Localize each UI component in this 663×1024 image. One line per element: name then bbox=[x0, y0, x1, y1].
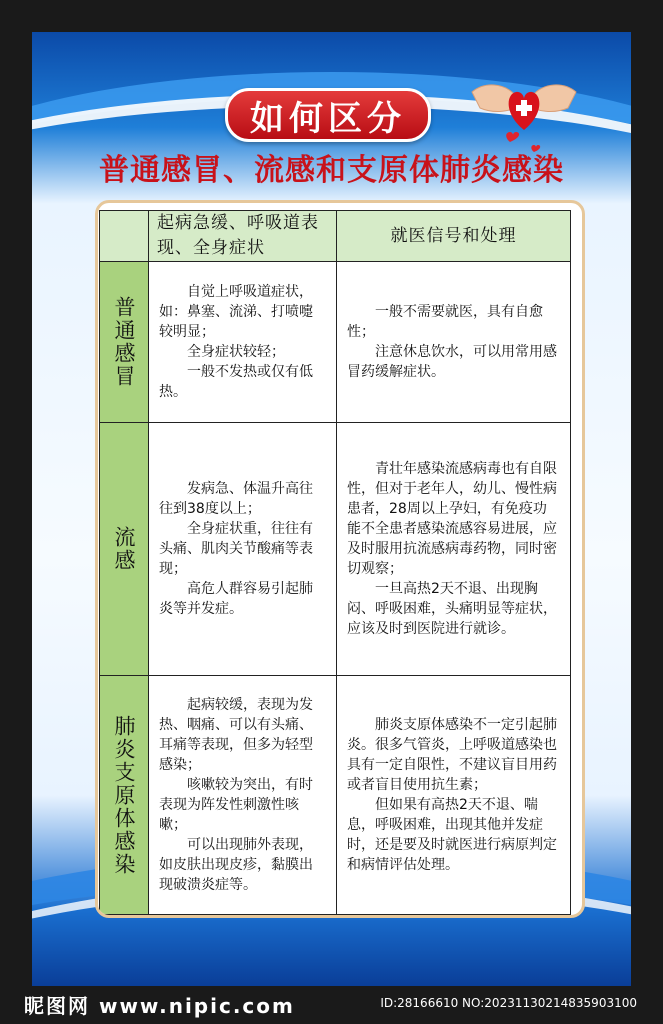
symptoms-cell bbox=[149, 676, 337, 914]
treatment-text: 一般不需要就医，具有自愈性； 注意休息饮水，可以用常用感冒药缓解症状。 bbox=[347, 304, 557, 380]
header-corner-cell bbox=[100, 211, 149, 262]
row-label-cell bbox=[100, 423, 149, 676]
row-label-cell bbox=[100, 676, 149, 914]
treatment-cell bbox=[337, 262, 570, 423]
poster bbox=[32, 32, 631, 986]
comparison-table bbox=[95, 200, 585, 918]
symptoms-cell bbox=[149, 262, 337, 423]
watermark-footer bbox=[0, 990, 663, 1020]
row-label: 流感 bbox=[112, 526, 136, 572]
treatment-text: 肺炎支原体感染不一定引起肺炎。很多气管炎，上呼吸道感染也具有一定自限性，不建议盲目用药或者盲目使用抗生素； 但如果有高热2天不退、喘息，呼吸困难，出现其他并发症时，还是要及时就医进行病原判定和病情评估处理。 bbox=[347, 717, 557, 873]
row-label-cell bbox=[100, 262, 149, 423]
symptoms-text: 起病较缓，表现为发热、咽痛、可以有头痛、耳痛等表现，但多为轻型感染； 咳嗽较为突出，有时表现为阵发性刺激性咳嗽； 可以出现肺外表现，如皮肤出现皮疹，黏膜出现破溃炎症等。 bbox=[159, 697, 313, 893]
row-label: 普通感冒 bbox=[112, 296, 136, 388]
treatment-cell bbox=[337, 423, 570, 676]
treatment-cell bbox=[337, 676, 570, 914]
table-grid bbox=[99, 210, 571, 915]
treatment-text: 青壮年感染流感病毒也有自限性，但对于老年人，幼儿、慢性病患者，28周以上孕妇，有免疫功能不全患者感染流感容易进展，应及时服用抗流感病毒药物，同时密切观察； 一旦高热2天不退、出现胸闷、呼吸困难，头痛明显等症状，应该及时到医院进行就诊。 bbox=[347, 461, 557, 637]
image-id-text: ID:28166610 NO:20231130214835903100 bbox=[380, 996, 637, 1010]
header-cell-treatment bbox=[337, 211, 570, 262]
symptoms-text: 发病急、体温升高往往到38度以上； 全身症状重，往往有头痛、肌肉关节酸痛等表现； 高危人群容易引起肺炎等并发症。 bbox=[159, 481, 313, 617]
page-title: 如何区分 bbox=[250, 98, 406, 139]
site-logo: 昵图网 www.nipic.com bbox=[24, 994, 295, 1018]
row-label: 肺炎支原体感染 bbox=[112, 714, 136, 876]
symptoms-cell bbox=[149, 423, 337, 676]
symptoms-text: 自觉上呼吸道症状，如：鼻塞、流涕、打喷嚏较明显； 全身症状较轻； 一般不发热或仅有低热。 bbox=[159, 284, 313, 400]
page-subtitle: 普通感冒、流感和支原体肺炎感染 bbox=[99, 153, 564, 188]
header-cell-symptoms bbox=[149, 211, 337, 262]
header-symptoms-label: 起病急缓、呼吸道表现、全身症状 bbox=[157, 213, 319, 258]
header-treatment-label: 就医信号和处理 bbox=[390, 225, 517, 246]
title-badge bbox=[225, 88, 431, 142]
